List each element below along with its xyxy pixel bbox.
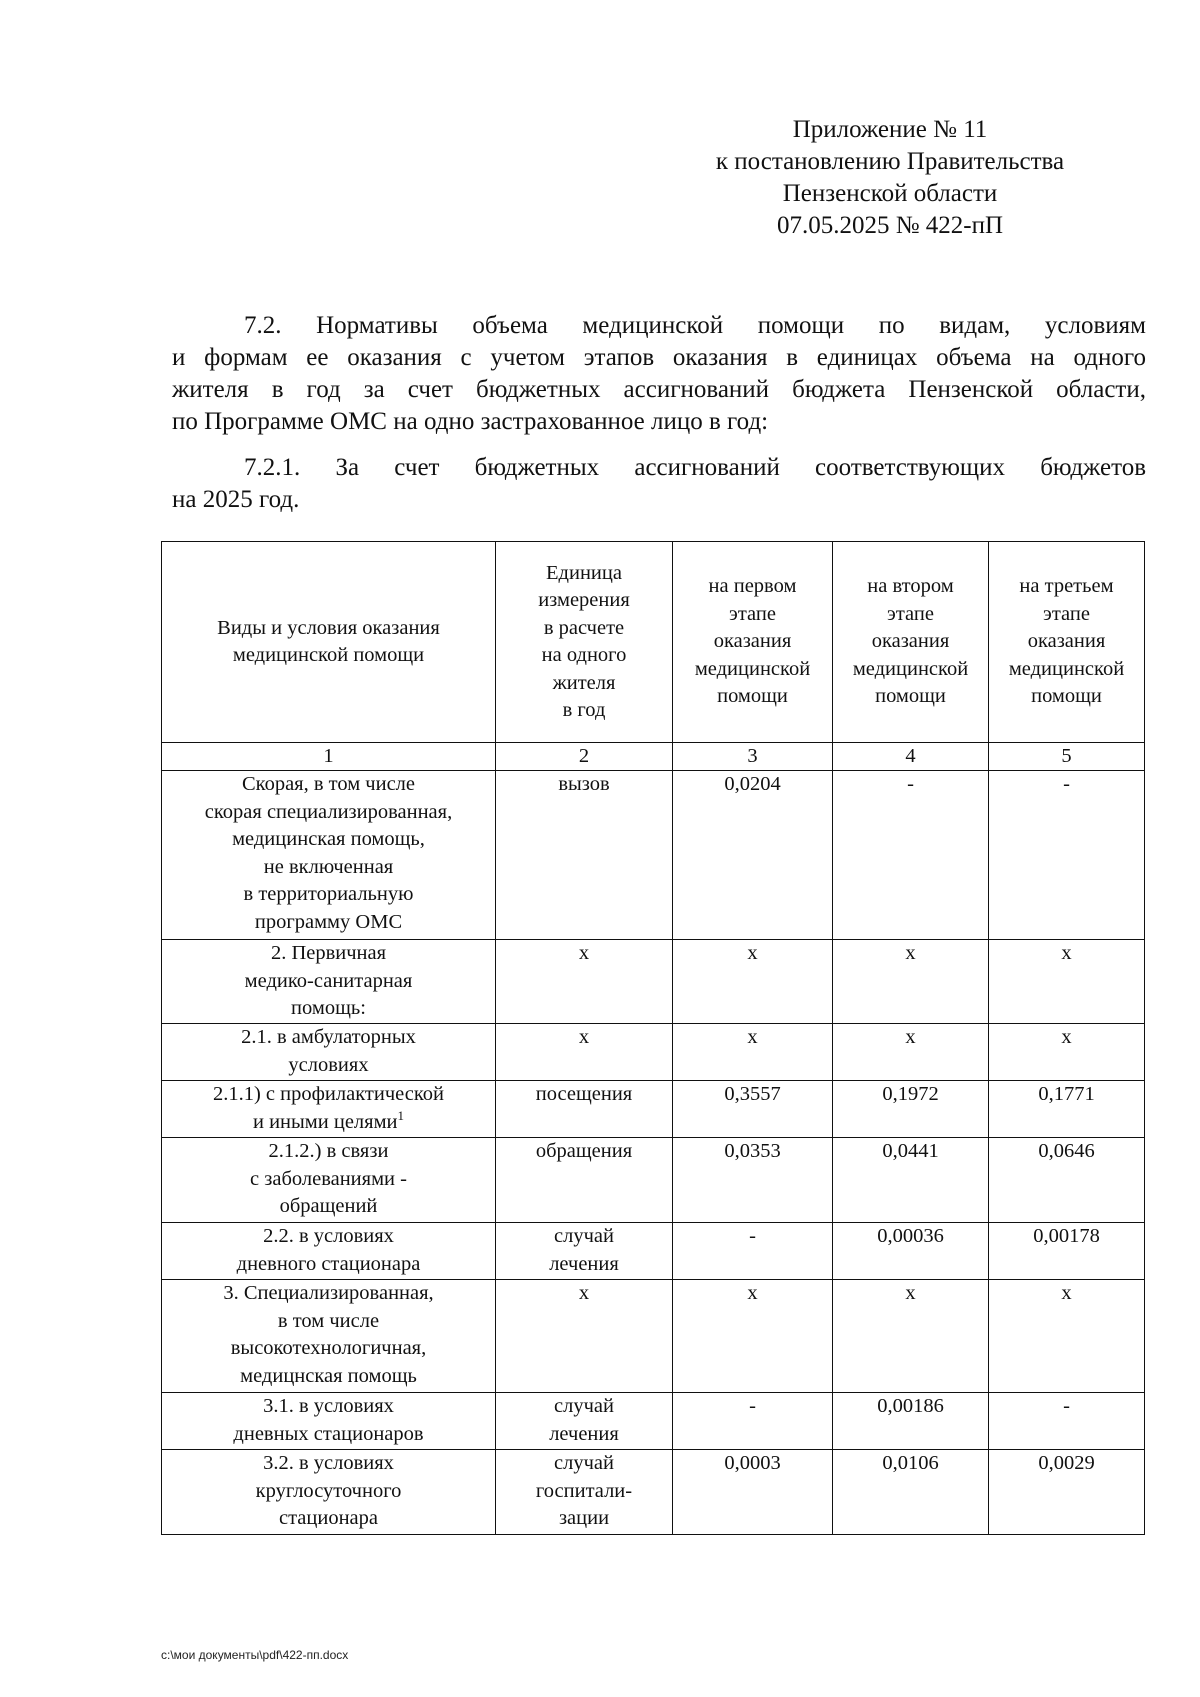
row-value-stage-2: 0,0106	[833, 1450, 989, 1535]
row-value-stage-2: х	[833, 1280, 989, 1393]
row-value-stage-3: 0,1771	[989, 1081, 1145, 1138]
header-cell-stage-1: на первом этапе оказания медицинской помощи	[673, 542, 833, 743]
table-row	[162, 940, 1145, 1024]
table-row	[162, 1081, 1145, 1138]
row-value-stage-1: 0,0353	[673, 1138, 833, 1223]
row-unit: обращения	[496, 1138, 673, 1223]
row-unit: х	[496, 1280, 673, 1393]
table-row	[162, 771, 1145, 940]
paragraph-line: 7.2.1. За счет бюджетных ассигнований соответствующих бюджетов	[244, 454, 1146, 481]
row-value-stage-2: -	[833, 771, 989, 940]
row-label: 2. Первичная медико-санитарная помощь:	[162, 940, 496, 1024]
row-label: 3.2. в условиях круглосуточного стационара	[162, 1450, 496, 1535]
row-label: 2.1. в амбулаторных условиях	[162, 1024, 496, 1081]
paragraph-7-2-1	[172, 452, 1146, 516]
row-value-stage-1: -	[673, 1223, 833, 1280]
row-label: 2.2. в условиях дневного стационара	[162, 1223, 496, 1280]
row-value-stage-3: 0,0646	[989, 1138, 1145, 1223]
paragraph-line: 7.2. Нормативы объема медицинской помощи по видам, условиям	[244, 312, 1146, 339]
row-label	[162, 1081, 496, 1138]
row-unit: вызов	[496, 771, 673, 940]
appendix-header	[660, 114, 1120, 242]
row-unit: случай лечения	[496, 1393, 673, 1450]
row-label: 2.1.2.) в связи с заболеваниями - обращений	[162, 1138, 496, 1223]
paragraph-line: на 2025 год.	[172, 486, 300, 513]
norms-table	[161, 541, 1145, 1535]
row-value-stage-1: 0,3557	[673, 1081, 833, 1138]
table-header-row	[162, 542, 1145, 743]
column-number: 1	[162, 743, 496, 771]
paragraph-line: и формам ее оказания с учетом этапов оказания в единицах объема на одного	[172, 344, 1146, 371]
row-unit: случай госпитали- зации	[496, 1450, 673, 1535]
row-value-stage-3: -	[989, 771, 1145, 940]
row-value-stage-3: х	[989, 1024, 1145, 1081]
column-number: 4	[833, 743, 989, 771]
column-number: 3	[673, 743, 833, 771]
row-value-stage-3: х	[989, 940, 1145, 1024]
appendix-number: Приложение № 11	[792, 116, 988, 143]
appendix-reference: к постановлению Правительства	[715, 148, 1065, 175]
appendix-region: Пензенской области	[782, 180, 998, 207]
column-number-row	[162, 743, 1145, 771]
row-unit: посещения	[496, 1081, 673, 1138]
header-cell-stage-3: на третьем этапе оказания медицинской помощи	[989, 542, 1145, 743]
table-row	[162, 1138, 1145, 1223]
table-row	[162, 1450, 1145, 1535]
row-value-stage-2: х	[833, 940, 989, 1024]
row-label: 3. Специализированная, в том числе высокотехнологичная, медицнская помощь	[162, 1280, 496, 1393]
header-cell-type: Виды и условия оказания медицинской помощи	[162, 542, 496, 743]
paragraph-line: жителя в год за счет бюджетных ассигнований бюджета Пензенской области,	[172, 376, 1146, 403]
row-label-text: 2.1.1) с профилактической и иными целями	[212, 1083, 444, 1133]
footnote-mark: 1	[397, 1107, 405, 1123]
row-value-stage-2: х	[833, 1024, 989, 1081]
table-row	[162, 1223, 1145, 1280]
row-value-stage-3: 0,00178	[989, 1223, 1145, 1280]
row-unit: х	[496, 1024, 673, 1081]
row-value-stage-2: 0,00186	[833, 1393, 989, 1450]
header-cell-stage-2: на втором этапе оказания медицинской помощи	[833, 542, 989, 743]
table-row	[162, 1024, 1145, 1081]
row-unit: х	[496, 940, 673, 1024]
row-value-stage-1: -	[673, 1393, 833, 1450]
row-value-stage-2: 0,0441	[833, 1138, 989, 1223]
row-unit: случай лечения	[496, 1223, 673, 1280]
table-row	[162, 1280, 1145, 1393]
row-value-stage-2: 0,00036	[833, 1223, 989, 1280]
appendix-date-number: 07.05.2025 № 422-пП	[776, 212, 1004, 239]
row-value-stage-1: 0,0204	[673, 771, 833, 940]
row-label: 3.1. в условиях дневных стационаров	[162, 1393, 496, 1450]
row-value-stage-3: -	[989, 1393, 1145, 1450]
row-value-stage-3: 0,0029	[989, 1450, 1145, 1535]
row-value-stage-2: 0,1972	[833, 1081, 989, 1138]
table-row	[162, 1393, 1145, 1450]
row-value-stage-3: х	[989, 1280, 1145, 1393]
row-value-stage-1: 0,0003	[673, 1450, 833, 1535]
column-number: 2	[496, 743, 673, 771]
paragraph-7-2	[172, 310, 1146, 438]
row-value-stage-1: х	[673, 1024, 833, 1081]
row-label: Скорая, в том числе скорая специализированная, медицинская помощь, не включенная в территориальную программу ОМС	[162, 771, 496, 940]
row-value-stage-1: х	[673, 940, 833, 1024]
paragraph-line: по Программе ОМС на одно застрахованное лицо в год:	[172, 408, 769, 435]
column-number: 5	[989, 743, 1145, 771]
header-cell-unit: Единица измерения в расчете на одного жителя в год	[496, 542, 673, 743]
file-path-footer: c:\мои документы\pdf\422-пп.docx	[161, 1648, 349, 1662]
row-value-stage-1: х	[673, 1280, 833, 1393]
